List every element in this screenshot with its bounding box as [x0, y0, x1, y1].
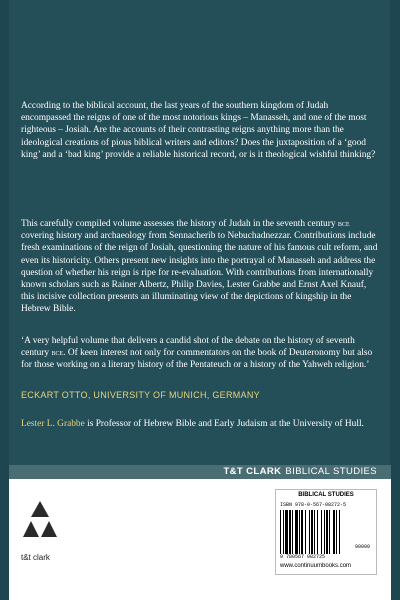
- blurb-p2-end: covering history and archaeology from Sennacherib to Nebuchadnezzar. Contributions include fresh examinations of the reign of Josiah, questioning the nature of his famous cult reform, and even its historicity. Others present new insights into the portrayal of Manasseh and address the question of whether his reign is ripe for re-evaluation. With contributions from internationally known scholars such as Rainer Albertz, Philip Davies, Lester Grabbe and Ernst Axel Knauf, this incisive collection presents an illuminating view of the depictions of kingship in the Hebrew Bible.: [21, 231, 378, 315]
- quote-start: ‘A very helpful volume that delivers a candid shot of the debate on the history of seventh century: [21, 336, 355, 359]
- barcode-panel: [275, 489, 377, 575]
- series-bar: [9, 465, 391, 479]
- quote-end: . Of keen interest not only for commentators on the book of Deuteronomy but also for those working on a literary history of the Pentateuch or a history of the Yahweh religion.’: [21, 348, 373, 371]
- blurb-paragraph-1: According to the biblical account, the last years of the southern kingdom of Judah encompassed the reigns of one of the most notorious kings – Manasseh, and one of the most righteous – Josiah. Are the accounts of their contrasting reigns anything more than the ideological creations of pious biblical writers and editors? Does the juxtaposition of a ‘good king’ and a ‘bad king’ provide a reliable historical record, or is it theological wishful thinking?: [21, 101, 376, 160]
- era-abbreviation: bce: [337, 219, 350, 228]
- quote-era-abbreviation: bce: [51, 348, 64, 358]
- author-bio: is Professor of Hebrew Bible and Early Judaism at the University of Hull.: [84, 419, 364, 429]
- review-quote: [21, 335, 378, 372]
- series-imprint: T&T CLARK: [223, 466, 282, 477]
- price-code: 90000: [354, 544, 370, 550]
- publisher-logo-icon: [23, 499, 57, 559]
- publisher-website: www.continuumbooks.com: [280, 563, 352, 569]
- publisher-name: t&t clark: [21, 553, 50, 562]
- isbn-text: ISBN 978-0-567-08272-5: [280, 502, 347, 508]
- author-name: Lester L. Grabbe: [21, 419, 85, 429]
- blurb-paragraph-2: [21, 218, 378, 316]
- barcode-category: BIBLICAL STUDIES: [298, 492, 354, 498]
- bottom-panel: [9, 479, 391, 600]
- quote-attribution: ECKART OTTO, UNIVERSITY OF MUNICH, GERMANY: [21, 390, 260, 400]
- series-name: BIBLICAL STUDIES: [285, 466, 377, 477]
- blurb-p2-start: This carefully compiled volume assesses the history of Judah in the seventh century: [21, 219, 338, 229]
- barcode-digits: 9 780567 082725: [280, 554, 326, 560]
- series-label: [223, 466, 377, 477]
- author-note: [21, 418, 378, 430]
